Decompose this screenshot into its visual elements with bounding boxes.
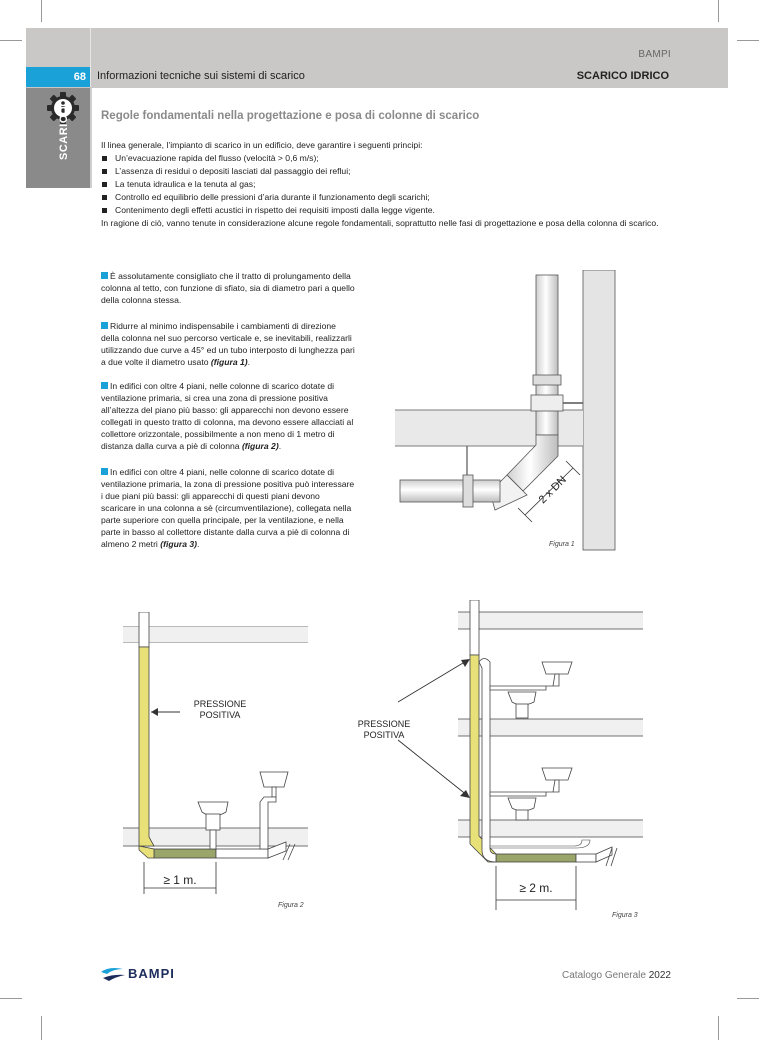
rule-end: . — [247, 357, 251, 367]
list-item: Contenimento degli effetti acustici in rispetto dei requisiti imposti dalla legge vigente. — [101, 204, 701, 217]
crop-mark — [737, 998, 759, 999]
crop-mark — [737, 40, 759, 41]
figure-3-diagram — [350, 600, 650, 912]
figure-2-caption: Figura 2 — [278, 902, 304, 909]
principles-list — [101, 152, 701, 217]
header-divider — [90, 28, 91, 88]
intro-block — [101, 139, 701, 230]
dimension-label: 2 x DN — [536, 473, 569, 507]
catalog-year: 2022 — [648, 970, 671, 981]
figure-reference: (figura 1) — [210, 357, 248, 367]
crop-mark — [718, 1016, 719, 1040]
crop-mark — [718, 0, 719, 22]
rule-paragraph — [101, 270, 356, 306]
sink — [542, 768, 572, 780]
vent-pipe — [470, 600, 479, 655]
bullet-square-icon — [101, 382, 108, 389]
pressure-label-line2: POSITIVA — [199, 710, 241, 720]
list-item: Un’evacuazione rapida del flusso (velocità > 0,6 m/s); — [101, 152, 701, 165]
intro-closing: In ragione di ciò, vanno tenute in considerazione alcune regole fondamentali, soprattutto nelle fasi di progettazione e posa della colonna di scarico. — [101, 218, 659, 228]
figure-1-caption: Figura 1 — [549, 541, 575, 548]
vent-pipe — [139, 612, 149, 647]
bampi-logo-icon — [99, 966, 127, 982]
catalog-label: Catalogo Generale — [562, 970, 646, 981]
rule-text: È assolutamente consigliato che il tratto di prolungamento della colonna al tetto, con funzione di sfiato, sia di diametro pari a quello della colonna stessa. — [101, 271, 355, 305]
side-label: SCARICO — [58, 105, 70, 160]
rule-paragraph — [101, 320, 356, 368]
pressure-label-line1: PRESSIONE — [193, 699, 247, 709]
horizontal-pipe — [400, 480, 500, 502]
sink — [260, 772, 288, 787]
list-item: Controllo ed equilibrio delle pressioni d’aria durante il funzionamento degli scarichi; — [101, 191, 701, 204]
rule-text: In edifici con oltre 4 piani, nelle colonne di scarico dotate di ventilazione primaria, la zona di pressione positiva può interessare i due piani più bassi: gli apparecchi di questi piani devono scaricare in una colonna a sè (circumventilazione), collegata nella parte superiore con quella principale, per la ventilazione, e nella parte in basso al collettore distante dalla curva a piè di colonna di almeno 2 metri — [101, 467, 355, 549]
crop-mark — [41, 1016, 42, 1040]
rule-text: Ridurre al minimo indispensabile i cambiamenti di direzione della colonna nel suo percorso verticale e, se inevitabili, realizzarli utilizzando due curve a 45° ed un tubo interposto di lunghezza pari a due volte il diametro usato — [101, 321, 355, 367]
distance-label: ≥ 2 m. — [519, 881, 553, 895]
side-tab-strip — [90, 88, 92, 188]
sink — [542, 662, 572, 674]
crop-mark — [0, 998, 22, 999]
rule-paragraph — [101, 466, 356, 550]
pressure-label-line1: PRESSIONE — [357, 719, 411, 729]
intro-lead: Il linea generale, l’impianto di scarico in un edificio, deve garantire i seguenti principi: — [101, 140, 423, 150]
toilet — [508, 798, 536, 811]
list-item: La tenuta idraulica e la tenuta al gas; — [101, 178, 701, 191]
figure-2-diagram — [118, 612, 318, 902]
pressure-zone-column — [139, 647, 154, 846]
bullet-square-icon — [101, 272, 108, 279]
bullet-square-icon — [101, 322, 108, 329]
figure-reference: (figura 2) — [241, 441, 279, 451]
rule-paragraph — [101, 380, 356, 452]
list-item: L’assenza di residui o depositi lasciati dal passaggio dei reflui; — [101, 165, 701, 178]
wall — [583, 270, 615, 550]
rule-text: In edifici con oltre 4 piani, nelle colonne di scarico dotate di ventilazione primaria, si crea una zona di pressione positiva all’altezza del piano più basso: gli apparecchi non devono essere collegati in questo tratto di colonna, ma devono essere allacciati al collettore orizzontale, possibilmente a non meno di 1 metro di distanza dalla curva a piè di colonna — [101, 381, 354, 451]
page-heading: Regole fondamentali nella progettazione e posa di colonne di scarico — [101, 110, 480, 122]
figure-reference: (figura 3) — [160, 539, 197, 549]
footer-catalog — [562, 970, 671, 981]
figure-1-diagram — [395, 270, 635, 560]
rule-end: . — [278, 441, 282, 451]
pressure-zone-collector — [496, 854, 576, 862]
distance-label: ≥ 1 m. — [163, 873, 197, 887]
footer-brand: BAMPI — [128, 966, 175, 981]
pipe-bracket — [531, 395, 563, 411]
collector-pipe — [216, 849, 268, 858]
section-title: Informazioni tecniche sui sistemi di scarico — [97, 70, 305, 82]
pressure-zone-collector — [154, 849, 216, 858]
crop-mark — [41, 0, 42, 22]
rule-end: . — [197, 539, 200, 549]
page-number: 68 — [73, 71, 86, 83]
header-brand: BAMPI — [638, 49, 671, 60]
bullet-square-icon — [101, 468, 108, 475]
section-label: SCARICO IDRICO — [576, 70, 669, 82]
pressure-label-line2: POSITIVA — [363, 730, 405, 740]
section-rule — [90, 87, 728, 88]
toilet — [508, 692, 536, 705]
figure-3-caption: Figura 3 — [612, 912, 638, 919]
crop-mark — [0, 40, 22, 41]
